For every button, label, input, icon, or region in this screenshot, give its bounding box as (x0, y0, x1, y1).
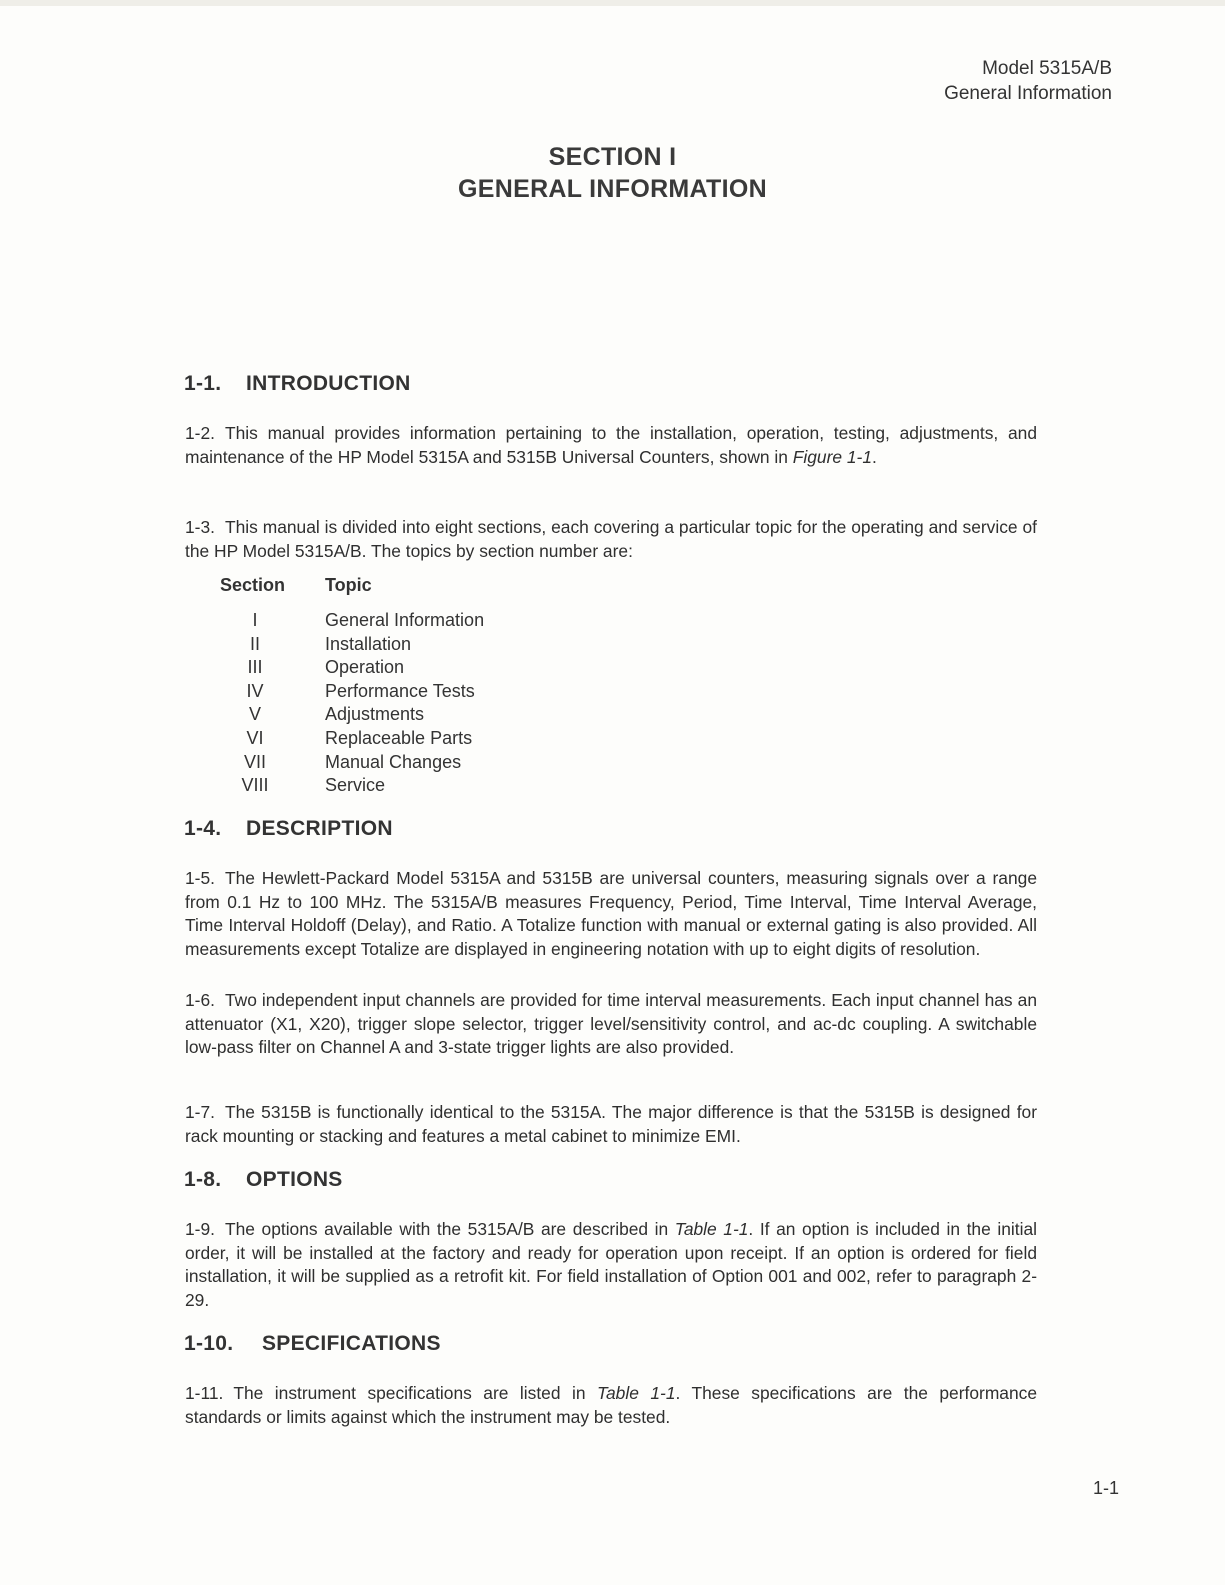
toc-topic: Performance Tests (325, 680, 475, 701)
toc-header-section: Section (220, 575, 286, 595)
paragraph-1-11 (185, 1382, 1037, 1429)
page-number: 1-1 (1092, 1478, 1119, 1498)
toc-table (215, 609, 535, 798)
toc-header-topic: Topic (325, 575, 372, 595)
toc-section: IV (246, 680, 264, 701)
paragraph-1-5 (185, 867, 1037, 961)
heading-number: 1-1. (184, 372, 222, 395)
toc-row (215, 727, 535, 751)
toc-topic: Service (325, 775, 386, 796)
toc-row (215, 633, 535, 657)
paragraph-1-3 (185, 516, 1037, 563)
toc-section: VI (246, 727, 264, 748)
paragraph-1-7 (185, 1101, 1037, 1148)
table-reference: Table 1-1 (674, 1219, 749, 1239)
paragraph-text: This manual is divided into eight sections, each covering a particular topic for the operating and service of the HP Model 5315A/B. The topics by section number are: (185, 517, 1037, 561)
paragraph-text: Two independent input channels are provided for time interval measurements. Each input channel has an attenuator (X1, X20), trigger slope selector, trigger level/sensitivity control, and ac-dc coupling. A switchable low-pass filter on Channel A and 3-state trigger lights are also provided. (185, 990, 1037, 1057)
toc-row (215, 609, 535, 633)
toc-topic: Installation (325, 633, 412, 654)
toc-section: VIII (241, 775, 269, 796)
heading-description (184, 817, 393, 841)
heading-specifications (184, 1332, 441, 1356)
paragraph-number: 1-7. (185, 1102, 215, 1122)
toc-row (215, 774, 535, 798)
toc-section: V (248, 704, 261, 725)
toc-row (215, 703, 535, 727)
paragraph-text: . These specifications are the performance standards or limits against which the instrument may be tested. (185, 1383, 1038, 1427)
paragraph-text: . If an option is included in the initial order, it will be installed at the factory and ready for operation upon receipt. If an option is ordered for field installation, it will be supplied as a retrofit kit. For field installation of Option 001 and 002, refer to paragraph 2-29. (185, 1219, 1037, 1310)
header-model: Model 5315A/B (982, 58, 1112, 79)
heading-title: OPTIONS (246, 1168, 343, 1191)
heading-options (184, 1168, 343, 1192)
toc-row (215, 680, 535, 704)
toc-section: III (247, 657, 263, 678)
toc-topic: Adjustments (325, 704, 425, 725)
paragraph-text: The instrument specifications are listed in (233, 1383, 597, 1403)
heading-introduction (184, 372, 411, 396)
heading-title: INTRODUCTION (246, 372, 411, 395)
header-section-name: General Information (944, 83, 1112, 104)
paragraph-number: 1-2. (185, 423, 215, 443)
paragraph-text: The 5315B is functionally identical to the 5315A. The major difference is that the 5315B is designed for rack mounting or stacking and features a metal cabinet to minimize EMI. (185, 1102, 1037, 1146)
paragraph-number: 1-11. (185, 1383, 224, 1403)
toc-topic: Operation (325, 657, 405, 678)
paragraph-tail: . (872, 446, 877, 467)
toc-section: II (249, 633, 260, 654)
toc-section: I (252, 610, 258, 630)
scan-top-band (0, 0, 1225, 6)
section-title-line1: SECTION I (548, 143, 677, 171)
heading-number: 1-10. (184, 1332, 234, 1355)
paragraph-text: This manual provides information pertaining to the installation, operation, testing, adjustments, and maintenance of the HP Model 5315A and 5315B Universal Counters, shown in (185, 423, 1037, 467)
toc-topic: Replaceable Parts (325, 727, 473, 748)
paragraph-1-6 (185, 989, 1037, 1060)
heading-title: SPECIFICATIONS (262, 1332, 441, 1355)
toc-row (215, 656, 535, 680)
heading-number: 1-8. (184, 1168, 222, 1191)
paragraph-number: 1-3. (185, 517, 215, 537)
section-title-line2: GENERAL INFORMATION (458, 175, 767, 203)
paragraph-1-9 (185, 1218, 1037, 1312)
paragraph-text: The options available with the 5315A/B are described in (224, 1219, 675, 1239)
running-header (944, 56, 1112, 106)
paragraph-1-2 (185, 422, 1037, 469)
toc-row (215, 751, 535, 775)
paragraph-number: 1-5. (185, 868, 215, 888)
heading-number: 1-4. (184, 817, 222, 840)
heading-title: DESCRIPTION (246, 817, 393, 840)
paragraph-number: 1-9. (185, 1219, 215, 1239)
toc-section: VII (243, 751, 266, 772)
toc-topic: Manual Changes (325, 751, 462, 772)
toc-topic: General Information (325, 610, 485, 630)
table-reference: Table 1-1 (596, 1383, 676, 1403)
paragraph-text: The Hewlett-Packard Model 5315A and 5315B are universal counters, measuring signals over a range from 0.1 Hz to 100 MHz. The 5315A/B measures Frequency, Period, Time Interval, Time Interval Average, Time Interval Holdoff (Delay), and Ratio. A Totalize function with manual or external gating is also provided. All measurements except Totalize are displayed in engineering notation with up to eight digits of resolution. (185, 868, 1037, 959)
paragraph-number: 1-6. (185, 990, 215, 1010)
figure-reference: Figure 1-1 (792, 446, 873, 467)
